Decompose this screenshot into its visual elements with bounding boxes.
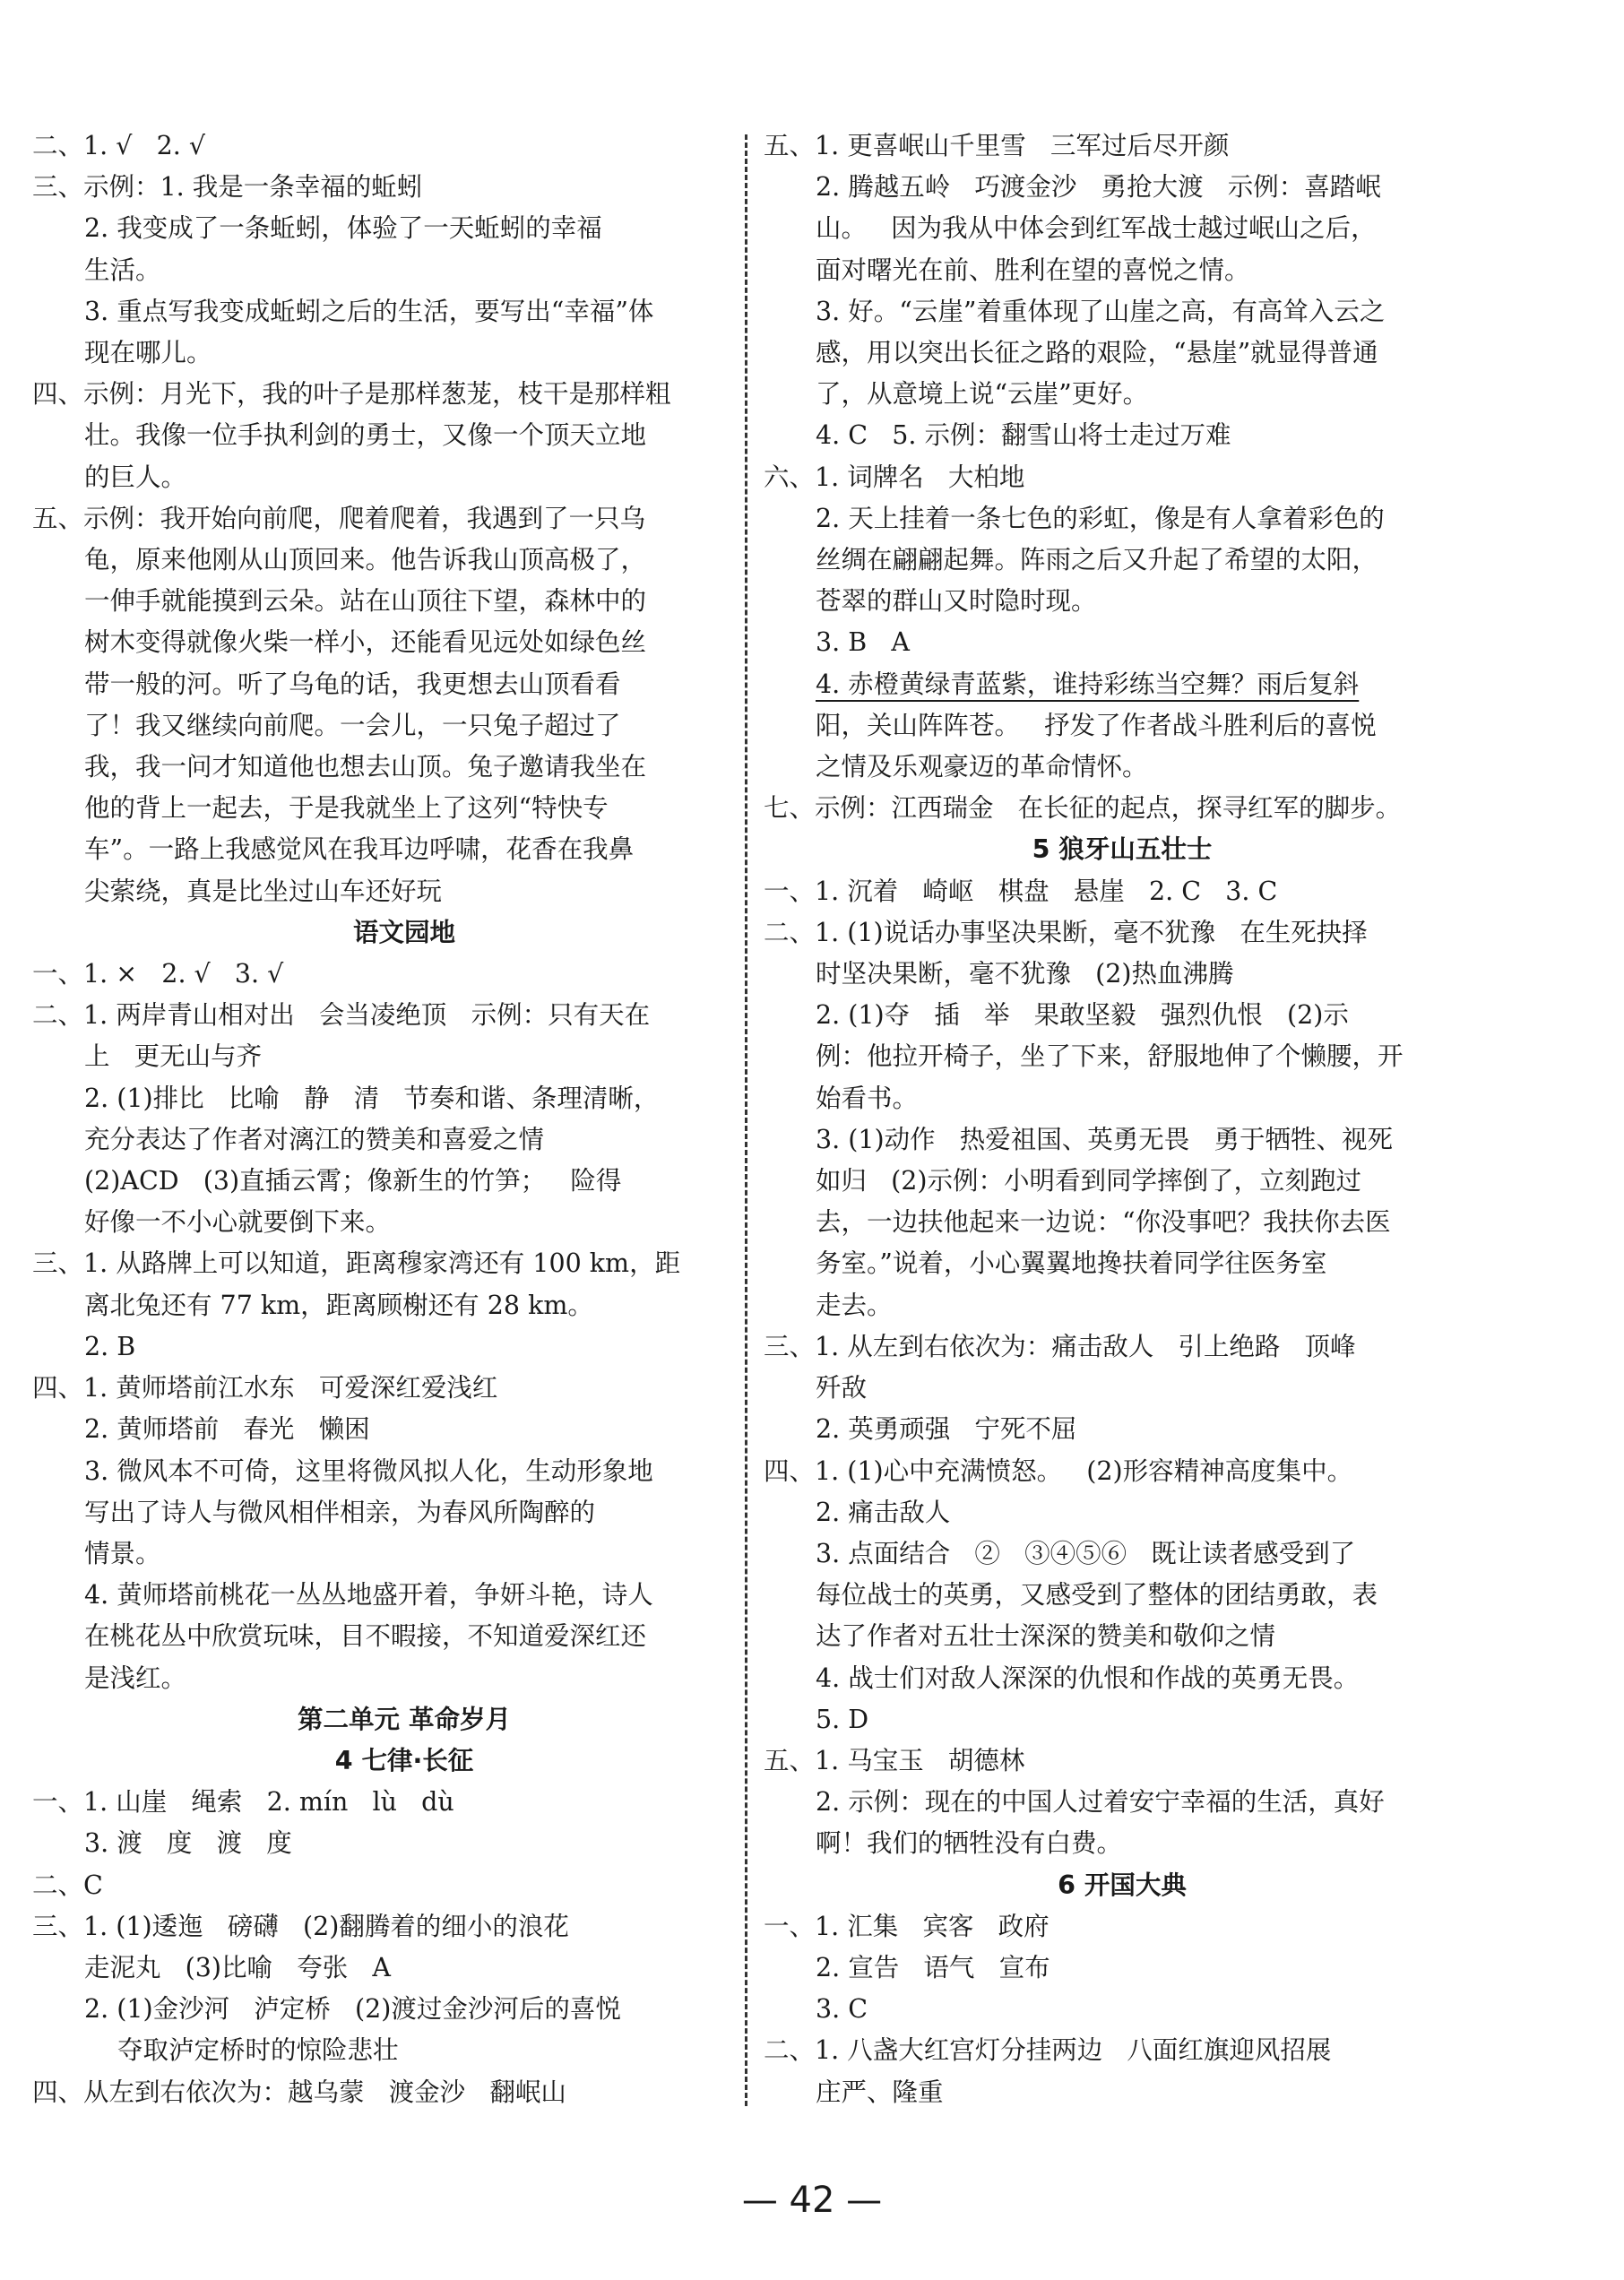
answer-line: 感，用以突出长征之路的艰险，“悬崖”就显得普通 [816, 338, 1378, 368]
answer-line: 丝绸在翩翩起舞。阵雨之后又升起了希望的太阳， [816, 545, 1378, 575]
answer-line: 山。 因为我从中体会到红军战士越过岷山之后， [816, 213, 1377, 244]
answer-line: 2. 示例：现在的中国人过着安宁幸福的生活，真好 [816, 1787, 1385, 1818]
answer-line: 2. 我变成了一条蚯蚓，体验了一天蚯蚓的幸福 [84, 213, 602, 244]
answer-line: 3. 好。“云崖”着重体现了山崖之高，有高耸入云之 [816, 296, 1386, 326]
answer-line: 三、示例：1. 我是一条幸福的蚯蚓 [32, 172, 423, 203]
answer-line: 树木变得就像火柴一样小，还能看见远处如绿色丝 [84, 627, 647, 658]
answer-line: 三、1. 从左到右依次为：痛击敌人 引上绝路 顶峰 [764, 1331, 1356, 1361]
left-column [32, 125, 776, 2113]
answer-line: 苍翠的群山又时隐时现。 [816, 586, 1097, 617]
answer-line: 3. 渡 度 渡 度 [84, 1828, 292, 1859]
answer-line: 2. (1)排比 比喻 静 清 节奏和谐、条理清晰， [84, 1083, 660, 1113]
answer-line: 在桃花丛中欣赏玩味，目不暇接，不知道爱深红还 [84, 1621, 647, 1652]
answer-line: 三、1. 从路牌上可以知道，距离穆家湾还有 100 km，距 [32, 1248, 681, 1279]
answer-line: 是浅红。 [84, 1662, 187, 1693]
answer-line: 去，一边扶他起来一边说：“你没事吧？我扶你去医 [816, 1207, 1391, 1238]
answer-line: 三、1. (1)逶迤 磅礴 (2)翻腾着的细小的浪花 [32, 1911, 569, 1941]
answer-line: 七、示例：江西瑞金 在长征的起点，探寻红军的脚步。 [764, 793, 1402, 824]
answer-line: 2. 宣告 语气 宣布 [816, 1952, 1050, 1982]
answer-line: 5. D [816, 1704, 869, 1734]
column-divider [745, 134, 747, 2106]
answer-line: 之情及乐观豪迈的革命情怀。 [816, 752, 1148, 782]
answer-line: 3. 点面结合 ② ③④⑤⑥ 既让读者感受到了 [816, 1538, 1356, 1568]
answer-line: 五、1. 马宝玉 胡德林 [764, 1745, 1025, 1775]
answer-line: 2. (1)金沙河 泸定桥 (2)渡过金沙河后的喜悦 [84, 1994, 621, 2025]
answer-line: 情景。 [84, 1538, 161, 1568]
answer-line: 六、1. 词牌名 大柏地 [764, 462, 1025, 492]
page-number: — 42 — [741, 2180, 883, 2221]
answer-line: 时坚决果断，毫不犹豫 (2)热血沸腾 [816, 959, 1234, 989]
section-heading: 语文园地 [352, 917, 455, 947]
answer-line: 一、1. 沉着 崎岖 棋盘 悬崖 2. C 3. C [764, 876, 1278, 906]
answer-line: 如归 (2)示例：小明看到同学摔倒了，立刻跑过 [816, 1166, 1362, 1196]
answer-line: 4. 赤橙黄绿青蓝紫，谁持彩练当空舞？雨后复斜 [816, 669, 1360, 699]
answer-line: 四、1. 黄师塔前江水东 可爱深红爱浅红 [32, 1373, 498, 1403]
answer-line: 3. B A [816, 627, 910, 658]
answer-line: 2. 腾越五岭 巧渡金沙 勇抢大渡 示例：喜踏岷 [816, 172, 1381, 203]
answer-line: 阳，关山阵阵苍。 抒发了作者战斗胜利后的喜悦 [816, 710, 1377, 740]
answer-line: 啊！我们的牺牲没有白费。 [816, 1828, 1123, 1859]
answer-line: 离北兔还有 77 km，距离顾榭还有 28 km。 [84, 1290, 593, 1320]
answer-line: 壮。我像一位手执利剑的勇士，又像一个顶天立地 [84, 420, 647, 451]
answer-line: 四、示例：月光下，我的叶子是那样葱茏，枝干是那样粗 [32, 379, 671, 410]
answer-line: 四、从左到右依次为：越乌蒙 渡金沙 翻岷山 [32, 2077, 566, 2107]
answer-line: 二、1. 八盏大红宫灯分挂两边 八面红旗迎风招展 [764, 2035, 1332, 2066]
answer-line: 3. 重点写我变成蚯蚓之后的生活，要写出“幸福”体 [84, 296, 654, 326]
answer-line: 了！我又继续向前爬。一会儿，一只兔子超过了 [84, 710, 621, 740]
answer-line: 2. 英勇顽强 宁死不屈 [816, 1414, 1077, 1445]
answer-line: 例：他拉开椅子，坐了下来，舒服地伸了个懒腰，开 [816, 1041, 1404, 1072]
answer-line: (2)ACD (3)直插云霄；像新生的竹笋； 险得 [84, 1166, 622, 1196]
answer-line: 走去。 [816, 1290, 893, 1320]
answer-line: 二、1. √ 2. √ [32, 131, 206, 160]
answer-line: 庄严、隆重 [816, 2077, 944, 2107]
answer-line: 4. 战士们对敌人深深的仇恨和作战的英勇无畏。 [816, 1662, 1360, 1693]
answer-line: 夺取泸定桥时的惊险悲壮 [117, 2035, 399, 2066]
section-heading: 6 开国大典 [1058, 1870, 1187, 1900]
answer-line: 始看书。 [816, 1083, 919, 1113]
answer-line: 五、1. 更喜岷山千里雪 三军过后尽开颜 [764, 131, 1230, 160]
answer-line: 2. 黄师塔前 春光 懒困 [84, 1414, 370, 1445]
answer-line: 每位战士的英勇，又感受到了整体的团结勇敢，表 [816, 1580, 1378, 1611]
answer-line: 生活。 [84, 255, 161, 285]
answer-line: 充分表达了作者对漓江的赞美和喜爱之情 [84, 1124, 545, 1154]
answer-line: 歼敌 [816, 1373, 868, 1403]
answer-line: 尖萦绕，真是比坐过山车还好玩 [84, 876, 443, 906]
answer-line: 2. 天上挂着一条七色的彩虹，像是有人拿着彩色的 [816, 503, 1385, 533]
answer-line: 二、1. 两岸青山相对出 会当凌绝顶 示例：只有天在 [32, 1000, 651, 1031]
answer-line: 3. C [816, 1994, 868, 2025]
answer-line: 好像一不小心就要倒下来。 [84, 1207, 392, 1238]
answer-line: 二、1. (1)说话办事坚决果断，毫不犹豫 在生死抉择 [764, 917, 1368, 947]
answer-line: 2. 痛击敌人 [816, 1497, 951, 1527]
answer-line: 务室。”说着，小心翼翼地搀扶着同学往医务室 [816, 1248, 1327, 1279]
answer-line: 四、1. (1)心中充满愤怒。 (2)形容精神高度集中。 [764, 1455, 1353, 1486]
answer-line: 上 更无山与齐 [84, 1041, 263, 1072]
answer-line: 4. C 5. 示例：翻雪山将士走过万难 [816, 420, 1231, 451]
answer-line: 一、1. × 2. √ 3. √ [32, 959, 284, 989]
answer-line: 一、1. 汇集 宾客 政府 [764, 1911, 1050, 1941]
answer-line: 达了作者对五壮士深深的赞美和敬仰之情 [816, 1621, 1276, 1652]
section-heading: 5 狼牙山五壮士 [1032, 834, 1213, 865]
answer-line: 了，从意境上说“云崖”更好。 [816, 379, 1149, 410]
answer-line: 龟，原来他刚从山顶回来。他告诉我山顶高极了， [84, 545, 647, 575]
section-heading: 4 七律·长征 [334, 1745, 474, 1775]
section-heading: 第二单元 革命岁月 [298, 1704, 511, 1734]
answer-line: 带一般的河。听了乌龟的话，我更想去山顶看看 [84, 669, 621, 699]
answer-line: 走泥丸 (3)比喻 夸张 A [84, 1952, 391, 1982]
answer-line: 3. 微风本不可倚，这里将微风拟人化，生动形象地 [84, 1455, 653, 1486]
answer-line: 他的背上一起去，于是我就坐上了这列“特快专 [84, 793, 609, 824]
answer-line: 2. (1)夺 插 举 果敢坚毅 强烈仇恨 (2)示 [816, 1000, 1349, 1031]
answer-line: 一、1. 山崖 绳索 2. mín lù dù [32, 1787, 454, 1818]
answer-line: 的巨人。 [84, 462, 187, 492]
answer-line: 面对曙光在前、胜利在望的喜悦之情。 [816, 255, 1250, 285]
answer-line: 写出了诗人与微风相伴相亲，为春风所陶醉的 [84, 1497, 596, 1527]
answer-line: 我，我一问才知道他也想去山顶。兔子邀请我坐在 [84, 752, 647, 782]
answer-line: 2. B [84, 1331, 136, 1361]
answer-line: 五、示例：我开始向前爬，爬着爬着，我遇到了一只乌 [32, 503, 646, 533]
answer-line: 4. 黄师塔前桃花一丛丛地盛开着，争妍斗艳，诗人 [84, 1580, 653, 1611]
answer-line: 车”。一路上我感觉风在我耳边呼啸，花香在我鼻 [84, 834, 635, 865]
answer-line: 3. (1)动作 热爱祖国、英勇无畏 勇于牺牲、视死 [816, 1124, 1393, 1154]
answer-line: 现在哪儿。 [84, 338, 212, 368]
right-column [764, 125, 1481, 2113]
answer-line: 二、C [32, 1870, 103, 1900]
answer-line: 一伸手就能摸到云朵。站在山顶往下望，森林中的 [84, 586, 647, 617]
